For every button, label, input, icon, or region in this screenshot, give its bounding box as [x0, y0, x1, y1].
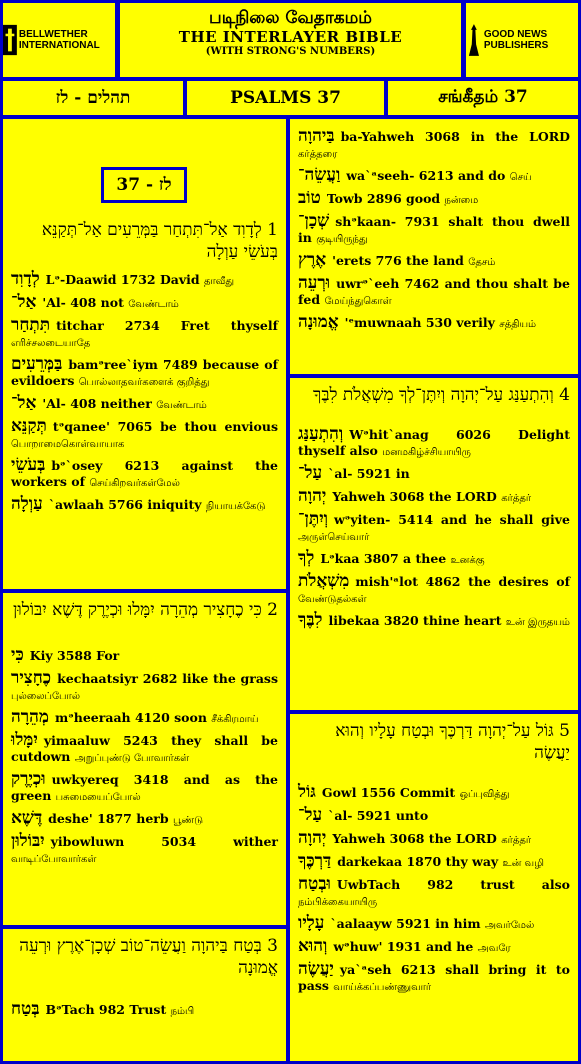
tamil-gloss: நியாயக்கேடு — [205, 501, 266, 512]
tamil-gloss: செய்கிறவர்கள்மேல் — [89, 478, 180, 489]
word-entry — [298, 612, 570, 631]
hebrew-word: שְׁכָן־ — [298, 211, 330, 231]
english-gloss: yibowluwn 5034 wither — [50, 834, 278, 849]
word-entry — [298, 550, 570, 569]
statue-logo-icon — [466, 16, 482, 64]
hebrew-word: וַעֲשֵׂה־ — [298, 165, 341, 185]
word-entry — [11, 732, 278, 767]
word-entry — [11, 271, 278, 290]
word-entry — [11, 294, 278, 313]
word-entry — [298, 275, 570, 310]
word-entry — [298, 511, 570, 546]
verse-1-hebrew: 1 לְדָוִד אַל־תִּתְחַר בַּמְּרֵעִים אַל־תְּקַנֵּא בְּעֹשֵׂי עַוְלָה — [41, 220, 278, 262]
word-entry — [298, 961, 570, 996]
tamil-gloss: வாய்க்கப்பண்ணுவார் — [333, 982, 432, 993]
tamil-gloss: உனக்கு — [450, 555, 485, 566]
english-gloss: shᵊkaan- 7931 shalt thou dwell in — [298, 214, 570, 245]
hebrew-word: וְהִתְעַנַּג — [298, 424, 344, 444]
hebrew-word: דַּרְכֶּךָ — [298, 851, 332, 871]
word-entry — [298, 190, 570, 209]
hebrew-word: גּוֹל — [298, 782, 316, 802]
english-gloss: titchar 2734 Fret thyself — [56, 318, 278, 333]
english-gloss: ya`ᵃseh 6213 shall bring it to pass — [298, 962, 570, 993]
english-gloss: mᵊheeraah 4120 soon — [54, 710, 212, 725]
hebrew-word: לְךָ — [298, 548, 315, 568]
hebrew-word: יִמָּלוּ — [11, 730, 38, 750]
hebrew-word: כֶחָצִיר — [11, 668, 52, 688]
english-gloss: 'erets 776 the land — [332, 253, 469, 268]
hebrew-word: עַוְלָה — [11, 494, 43, 514]
english-gloss: bᵊ`osey 6213 against the workers of — [11, 458, 278, 489]
english-gloss: Lᵊkaa 3807 a thee — [320, 551, 451, 566]
verse-3-cont-panel — [290, 119, 578, 374]
verse-3-panel — [3, 929, 286, 1061]
english-gloss: Towb 2896 good — [326, 191, 445, 206]
word-entry — [11, 771, 278, 806]
english-gloss: uwkyereq 3418 and as the green — [11, 772, 278, 803]
word-entry — [298, 128, 570, 163]
bellwether-logo — [3, 3, 115, 77]
tamil-gloss: அறுப்புண்டு போவார்கள் — [74, 753, 190, 764]
word-entry — [11, 833, 278, 868]
left-logo-text: BELLWETHER INTERNATIONAL — [18, 29, 100, 51]
tamil-gloss: கர்த்தர் — [501, 493, 532, 504]
word-entry — [298, 876, 570, 911]
hebrew-word: אַל־ — [11, 393, 37, 413]
tamil-gloss: அருள்செய்வார் — [298, 532, 370, 543]
tamil-gloss: புல்லைப்போல் — [11, 691, 81, 702]
hebrew-word: בַּיהוָה — [298, 126, 335, 146]
tamil-gloss: பொறாமைகொள்வாயாக — [11, 439, 125, 450]
hebrew-word: לְדָוִד — [11, 269, 40, 289]
word-entry — [298, 167, 570, 186]
english-gloss: 'ᵉmuwnaah 530 verily — [344, 315, 500, 330]
word-entry — [298, 784, 570, 803]
tamil-gloss: பூண்டு — [172, 815, 204, 826]
tamil-gloss: மேய்ந்துகொள் — [324, 296, 392, 307]
word-entry — [298, 830, 570, 849]
hebrew-word: וְהוּא — [298, 936, 328, 956]
english-gloss: `awlaah 5766 iniquity — [48, 497, 206, 512]
word-entry — [298, 314, 570, 333]
hebrew-word: יְהוָה — [298, 486, 327, 506]
word-entry — [298, 213, 570, 248]
verse-5-entries — [298, 784, 570, 996]
hebrew-word: יִבּוֹלוּן — [11, 831, 45, 851]
english-gloss: 'Al- 408 neither — [42, 396, 157, 411]
hebrew-word: אֶרֶץ — [298, 250, 327, 270]
english-gloss: tᵊqanee' 7065 be thou envious — [52, 419, 278, 434]
title-block — [120, 3, 461, 77]
english-gloss: Yahweh 3068 the LORD — [332, 831, 502, 846]
tamil-gloss: உன் இருதயம் — [505, 617, 570, 628]
tamil-gloss: உன் வழி — [502, 858, 544, 869]
word-entry — [11, 356, 278, 391]
word-entry — [11, 647, 278, 666]
english-gloss: libekaa 3820 thine heart — [328, 613, 506, 628]
hebrew-word: יַעֲשֶׂה — [298, 959, 334, 979]
word-entry — [298, 488, 570, 507]
word-entry — [11, 1001, 278, 1020]
tamil-gloss: எரிச்சலடையாதே — [11, 338, 91, 349]
word-entry — [298, 807, 570, 826]
word-entry — [11, 317, 278, 352]
english-gloss: `al- 5921 unto — [328, 808, 429, 823]
english-gloss: mish'ᵃlot 4862 the desires of — [355, 574, 570, 589]
verse-3-entries — [11, 1001, 278, 1020]
english-gloss: BᵊTach 982 Trust — [45, 1002, 171, 1017]
book-tamil: சங்கீதம் 37 — [388, 81, 578, 115]
hebrew-word: בַּמְּרֵעִים — [11, 354, 63, 374]
hebrew-word: מִשְׁאֲלֹת — [298, 571, 350, 591]
hebrew-word: וְיִתֶּן־ — [298, 509, 329, 529]
tamil-gloss: நன்மை — [444, 195, 479, 206]
english-gloss: Gowl 1556 Commit — [321, 785, 460, 800]
english-gloss: kechaatsiyr 2682 like the grass — [57, 671, 278, 686]
tamil-gloss: அவர்மேல் — [484, 920, 535, 931]
title-english: THE INTERLAYER BIBLE — [178, 28, 403, 46]
word-entry — [11, 810, 278, 829]
hebrew-word: תִּתְחַר — [11, 315, 51, 335]
english-gloss: 'Al- 408 not — [42, 295, 129, 310]
tamil-gloss: நம்பிக்கையாயிரு — [298, 897, 378, 908]
tamil-gloss: நம்பி — [170, 1006, 195, 1017]
english-gloss: yimaaluw 5243 they shall be cutdown — [11, 733, 278, 764]
verse-1-panel — [3, 119, 286, 589]
verse-4-panel — [290, 378, 578, 710]
tamil-gloss: கர்த்தர் — [501, 835, 532, 846]
verse-4-hebrew: 4 וְהִתְעַנַּג עַל־יְהוָה וְיִתֶּן־לְךָ מִשְׁאֲלֹת לִבֶּךָ — [313, 385, 570, 405]
verse-3-cont-entries — [298, 128, 570, 333]
hebrew-word: בְּעֹשֵׂי — [11, 455, 46, 475]
hebrew-word: יְהוָה — [298, 828, 327, 848]
hebrew-word: בְּטַח — [11, 999, 40, 1019]
tamil-gloss: தாவீது — [204, 276, 234, 287]
english-gloss: bamᵊree`iym 7489 because of evildoers — [11, 357, 278, 388]
chapter-label: לז - 37 — [101, 167, 187, 203]
verse-2-panel — [3, 593, 286, 925]
english-gloss: Kiy 3588 For — [29, 648, 120, 663]
tamil-gloss: தேசம் — [468, 257, 496, 268]
tamil-gloss: மனமகிழ்ச்சியாயிரு — [382, 447, 471, 458]
word-entry — [298, 938, 570, 957]
english-gloss: wa`ᵃseeh- 6213 and do — [346, 168, 510, 183]
figure-logo-icon — [3, 16, 17, 64]
tamil-gloss: செய் — [509, 172, 532, 183]
hebrew-word: עַל־ — [298, 463, 323, 483]
title-subtitle: (WITH STRONG'S NUMBERS) — [205, 46, 376, 57]
word-entry — [11, 709, 278, 728]
english-gloss: ba-Yahweh 3068 in the LORD — [340, 129, 570, 144]
hebrew-word: לִבֶּךָ — [298, 610, 323, 630]
verse-1-entries — [11, 271, 278, 515]
hebrew-word: וּרְעֵה — [298, 273, 331, 293]
hebrew-word: כִּי — [11, 645, 24, 665]
verse-5-panel — [290, 714, 578, 1061]
english-gloss: Lᵊ-Daawid 1732 David — [45, 272, 205, 287]
title-tamil: படிநிலை வேதாகமம் — [209, 8, 372, 28]
verse-2-entries — [11, 647, 278, 868]
english-gloss: deshe' 1877 herb — [48, 811, 173, 826]
hebrew-word: אַל־ — [11, 292, 37, 312]
word-entry — [11, 457, 278, 492]
english-gloss: wᵊhuw' 1931 and he — [333, 939, 478, 954]
hebrew-word: עַל־ — [298, 805, 323, 825]
tamil-gloss: சீக்கிரமாய் — [211, 714, 259, 725]
tamil-gloss: பொல்லாதவர்களைக் குறித்து — [78, 377, 210, 388]
hebrew-word: וּבְטַח — [298, 874, 331, 894]
hebrew-word: עָלָיו — [298, 913, 325, 933]
word-entry — [11, 496, 278, 515]
english-gloss: Wᵊhit`anag 6026 Delight thyself also — [298, 427, 570, 458]
good-news-logo — [466, 3, 578, 77]
word-entry — [11, 418, 278, 453]
verse-5-hebrew: 5 גּוֹל עַל־יְהוָה דַּרְכֶּךָ וּבְטַח עָלָיו וְהוּא יַעֲשֶׂה — [335, 721, 570, 763]
english-gloss: Yahweh 3068 the LORD — [332, 489, 502, 504]
word-entry — [11, 395, 278, 414]
english-gloss: darkekaa 1870 thy way — [337, 854, 503, 869]
right-logo-text: GOOD NEWS PUBLISHERS — [483, 29, 549, 51]
english-gloss: `al- 5921 in — [328, 466, 410, 481]
word-entry — [11, 670, 278, 705]
verse-2-hebrew: 2 כִּי כֶחָצִיר מְהֵרָה יִמָּלוּ וּכְיֶרֶק דֶּשֶׁא יִבּוֹלוּן — [13, 600, 278, 620]
word-entry — [298, 465, 570, 484]
tamil-gloss: வேண்டாம் — [156, 400, 207, 411]
hebrew-word: תְּקַנֵּא — [11, 416, 47, 436]
tamil-gloss: வேண்டுதல்கள் — [298, 594, 367, 605]
book-english: PSALMS 37 — [187, 81, 384, 115]
book-hebrew: תהלים - לז — [3, 81, 183, 115]
tamil-gloss: வேண்டாம் — [128, 299, 179, 310]
tamil-gloss: சத்தியம் — [499, 319, 537, 330]
verse-3-hebrew: 3 בְּטַח בַּיהוָה וַעֲשֵׂה־טוֹב שְׁכָן־אֶרֶץ וּרְעֵה אֱמוּנָה — [19, 936, 278, 978]
english-gloss: UwbTach 982 trust also — [336, 877, 570, 892]
hebrew-word: מְהֵרָה — [11, 707, 49, 727]
word-entry — [298, 426, 570, 461]
verse-4-entries — [298, 426, 570, 631]
word-entry — [298, 853, 570, 872]
tamil-gloss: கர்த்தரை — [298, 149, 338, 160]
word-entry — [298, 252, 570, 271]
tamil-gloss: ஒப்புவித்து — [459, 789, 510, 800]
english-gloss: uwrᵊ`eeh 7462 and thou shalt be fed — [298, 276, 570, 307]
hebrew-word: טוֹב — [298, 188, 321, 208]
tamil-gloss: வாடிப்போவார்கள் — [11, 854, 97, 865]
word-entry — [298, 573, 570, 608]
tamil-gloss: அவரே — [477, 943, 511, 954]
tamil-gloss: குடியிருந்து — [316, 234, 368, 245]
hebrew-word: וּכְיֶרֶק — [11, 769, 46, 789]
word-entry — [298, 915, 570, 934]
hebrew-word: אֱמוּנָה — [298, 312, 339, 332]
english-gloss: `aalaayw 5921 in him — [330, 916, 485, 931]
tamil-gloss: பசுமையைப்போல் — [55, 792, 141, 803]
hebrew-word: דֶּשֶׁא — [11, 808, 43, 828]
english-gloss: wᵊyiten- 5414 and he shall give — [334, 512, 570, 527]
